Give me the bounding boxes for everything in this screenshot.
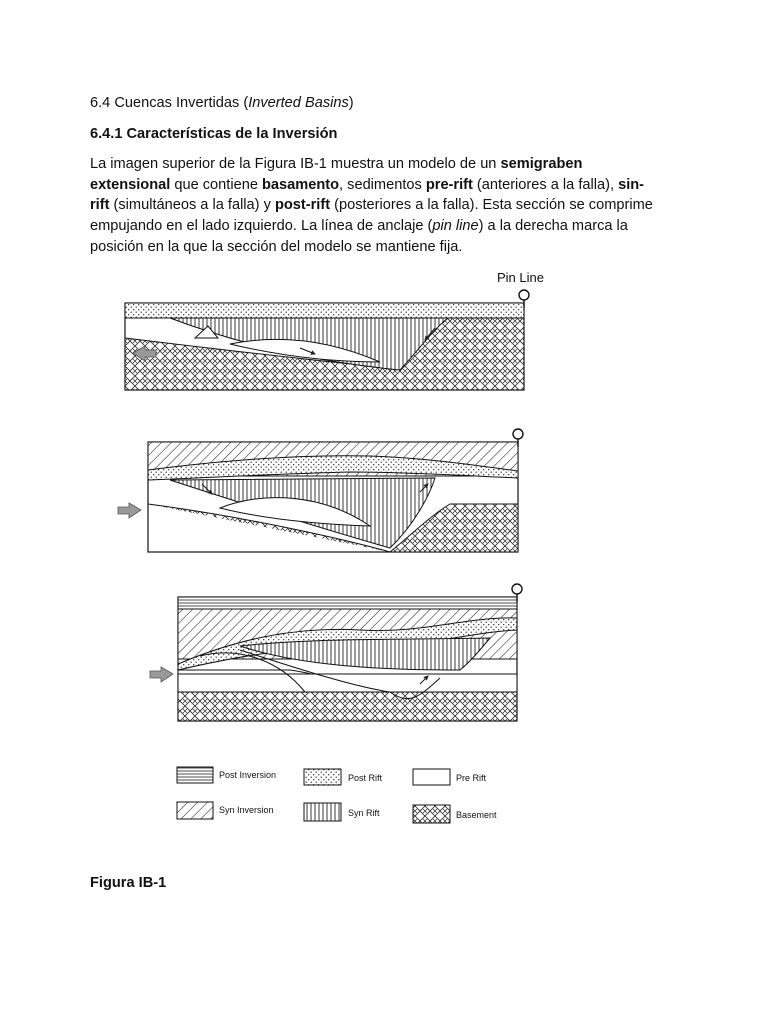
- push-arrow-icon: [118, 503, 141, 518]
- panel-initial-halfgraben: [125, 290, 529, 390]
- legend-label: Syn Inversion: [219, 805, 274, 815]
- bold-term: pre-rift: [425, 177, 473, 193]
- panel-strong-inversion: [150, 584, 522, 721]
- subsection-heading: 6.4.1 Características de la Inversión: [90, 126, 338, 142]
- pin-marker-icon: [513, 429, 523, 439]
- section-heading: [90, 93, 354, 113]
- legend-item-post-rift: [304, 769, 383, 785]
- pin-marker-icon: [519, 290, 529, 300]
- bold-term: basamento: [262, 177, 340, 193]
- legend-label: Pre Rift: [456, 773, 487, 783]
- section-heading-close: ): [348, 95, 354, 111]
- text-run: La imagen superior de la Figura IB-1 muestra un modelo de un: [90, 156, 501, 172]
- legend-item-basement: [413, 805, 497, 823]
- bold-term: rift: [90, 197, 110, 213]
- paragraph-line-4: [90, 216, 628, 236]
- figure-legend: [177, 767, 497, 823]
- push-arrow-icon: [150, 667, 173, 682]
- bold-term: extensional: [90, 177, 171, 193]
- text-run: empujando en el lado izquierdo. La línea de anclaje (: [90, 218, 433, 234]
- text-run: que contiene: [170, 177, 262, 193]
- text-run: (anteriores a la falla),: [472, 177, 619, 193]
- italic-term: pin line: [432, 218, 479, 234]
- text-run: ) a la derecha marca la: [478, 218, 628, 234]
- legend-item-post-inversion: [177, 767, 276, 783]
- legend-label: Basement: [456, 810, 497, 820]
- legend-item-syn-inversion: [177, 802, 274, 819]
- panel-partial-inversion: [118, 429, 523, 552]
- paragraph-line-1: [90, 154, 582, 174]
- paragraph-line-2: [90, 175, 644, 195]
- legend-label: Post Inversion: [219, 770, 277, 780]
- text-run: (posteriores a la falla). Esta sección se comprime: [330, 197, 653, 213]
- pin-line-label: Pin Line: [497, 270, 544, 285]
- section-heading-text: 6.4 Cuencas Invertidas (: [90, 95, 249, 111]
- legend-label: Syn Rift: [348, 808, 380, 818]
- paragraph-line-5: posición en la que la sección del modelo se mantiene fija.: [90, 239, 463, 255]
- legend-label: Post Rift: [348, 773, 383, 783]
- figure-caption: Figura IB-1: [90, 875, 167, 891]
- paragraph-line-3: [90, 195, 653, 215]
- text-run: (simultáneos a la falla) y: [109, 197, 275, 213]
- legend-item-pre-rift: [413, 769, 487, 785]
- bold-term: semigraben: [500, 156, 583, 172]
- text-run: , sedimentos: [339, 177, 426, 193]
- inverted-basin-figure: [90, 266, 552, 860]
- legend-item-syn-rift: [304, 803, 380, 821]
- section-heading-italic: Inverted Basins: [248, 95, 349, 111]
- bold-term: sin-: [618, 177, 645, 193]
- bold-term: post-rift: [274, 197, 331, 213]
- pin-marker-icon: [512, 584, 522, 594]
